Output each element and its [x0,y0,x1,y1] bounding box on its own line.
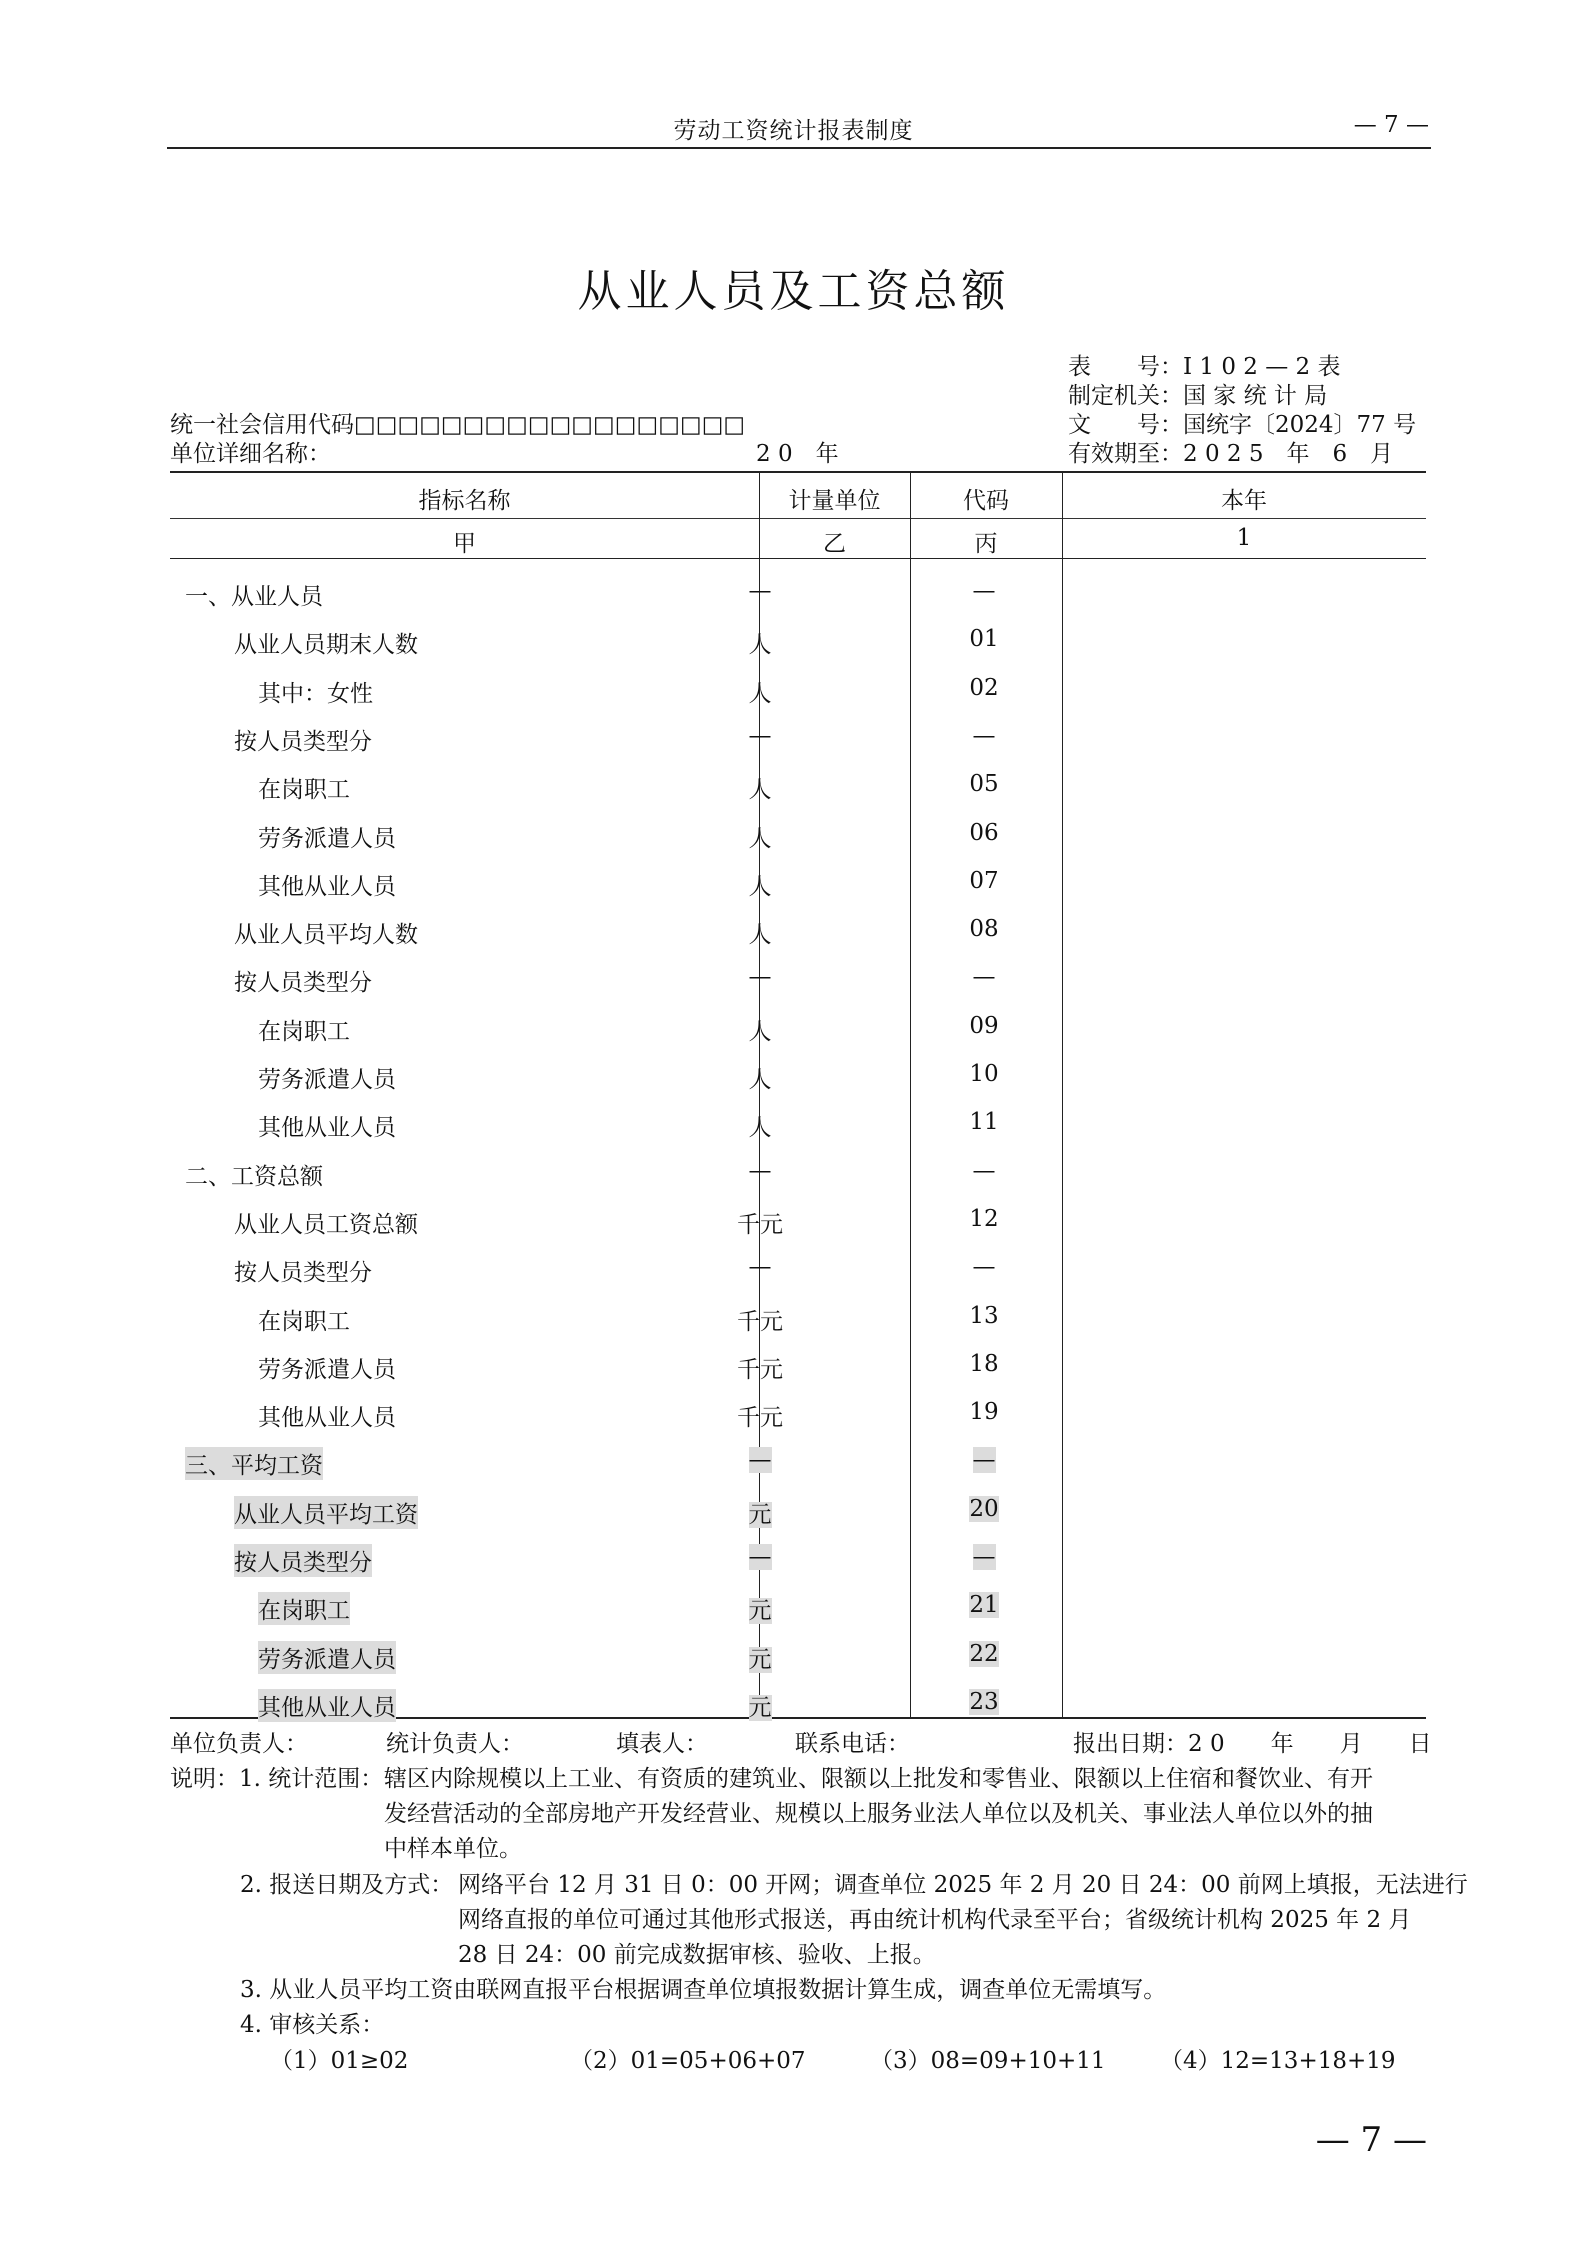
measurement-unit: 千元 [737,1356,783,1383]
indicator-name: 其他从业人员 [258,1405,396,1432]
measurement-unit: — [748,964,772,991]
highlighted-text: 23 [969,1688,999,1715]
credit-code-field: 统一社会信用代码□□□□□□□□□□□□□□□□□□ [170,412,746,438]
measurement-unit [720,1447,800,1473]
indicator-name: 按人员类型分 [234,728,372,755]
note-3: 3. 从业人员平均工资由联网直报平台根据调查单位填报数据计算生成，调查单位无需填写。 [240,1977,1167,2003]
indicator-code: — [972,722,996,749]
meta-valid [1068,435,1426,468]
table-row [170,810,1426,858]
indicator-code [944,1447,1024,1473]
column-header-code: 代码 [963,488,1009,514]
sign-phone: 联系电话： [795,1731,910,1757]
measurement-unit: 千元 [737,1211,783,1238]
indicator-code: 02 [969,674,999,701]
check-relation: （1）01≥02 [270,2048,409,2074]
table-row [170,1196,1426,1244]
meta-doc-no-label: 文 号： [1068,412,1183,438]
table-top-rule [170,471,1426,473]
indicator-name: 一、从业人员 [185,584,323,610]
meta-form-no-label: 表 号： [1068,354,1183,380]
header-page-number: — 7 — [1353,112,1429,138]
note-2-line: 网络平台 12 月 31 日 0：00 开网；调查单位 2025 年 2 月 20 日 24：00 前网上填报，无法进行 [458,1872,1468,1898]
note-2-line: 28 日 24：00 前完成数据审核、验收、上报。 [458,1942,936,1968]
measurement-unit: — [748,722,772,749]
indicator-name: 在岗职工 [258,1308,350,1335]
highlighted-text: 元 [748,1598,772,1625]
table-row [170,1437,1426,1485]
footer-page-number: — 7 — [1315,2120,1427,2160]
indicator-code: 09 [969,1012,999,1039]
measurement-unit: 千元 [737,1405,783,1432]
table-row [170,1486,1426,1534]
measurement-unit: 人 [748,873,772,900]
measurement-unit [720,1544,800,1570]
indicator-code [944,1689,1024,1715]
subheader-unit: 乙 [823,531,846,557]
table-row [170,665,1426,713]
indicator-code: 12 [969,1205,999,1232]
column-header-unit: 计量单位 [788,488,881,514]
measurement-unit: 人 [748,632,772,659]
check-relation: （4）12=13+18+19 [1160,2048,1396,2074]
indicator-code [944,1641,1024,1667]
column-header-name: 指标名称 [418,488,511,514]
indicator-name: 劳务派遣人员 [258,1641,396,1674]
document-title: 从业人员及工资总额 [577,266,1010,317]
table-row [170,858,1426,906]
measurement-unit: — [748,578,772,604]
indicator-code: 10 [969,1061,999,1087]
table-row [170,761,1426,809]
table-row [170,1631,1426,1679]
table-row [170,1389,1426,1437]
indicator-code [944,1496,1024,1522]
check-relation: （2）01=05+06+07 [570,2048,806,2074]
measurement-unit: 人 [748,1018,772,1045]
check-relation: （3）08=09+10+11 [870,2048,1106,2074]
table-row [170,1534,1426,1582]
indicator-code: 08 [969,916,999,943]
subheader-value: 1 [1236,525,1252,551]
indicator-name: 按人员类型分 [234,1544,372,1577]
header-rule [167,147,1431,149]
meta-authority-value: 国 家 统 计 局 [1183,383,1328,409]
indicator-name: 从业人员工资总额 [234,1211,418,1238]
indicator-code: 18 [969,1350,999,1377]
report-year: 2 0 年 [756,441,839,467]
indicator-name: 二、工资总额 [185,1163,323,1190]
indicator-code: 06 [969,819,999,846]
indicator-name: 按人员类型分 [234,1260,372,1287]
indicator-name: 其他从业人员 [258,873,396,900]
table-row [170,1051,1426,1099]
measurement-unit: 人 [748,777,772,804]
note-4: 4. 审核关系： [240,2012,385,2038]
highlighted-text: 20 [969,1495,999,1522]
measurement-unit: — [748,1254,772,1281]
highlighted-text: — [972,1544,996,1570]
indicator-name: 其中：女性 [258,680,373,707]
table-row [170,1244,1426,1292]
column-header-value: 本年 [1221,488,1267,514]
indicator-code: 13 [969,1302,999,1329]
indicator-code: 01 [969,626,999,653]
sign-report-date: 报出日期：2 0 年 月 日 [1073,1731,1432,1757]
indicator-code: — [972,578,996,604]
measurement-unit: 人 [748,680,772,707]
indicator-code: 19 [969,1399,999,1426]
indicator-name: 按人员类型分 [234,970,372,997]
measurement-unit [720,1496,800,1529]
indicator-code: 05 [969,771,999,798]
indicator-name: 劳务派遣人员 [258,825,396,852]
measurement-unit [720,1689,800,1722]
table-row [170,1003,1426,1051]
indicator-name: 劳务派遣人员 [258,1067,396,1093]
table-row [170,1099,1426,1147]
indicator-code [944,1592,1024,1618]
measurement-unit: 人 [748,825,772,852]
note-1-line: 中样本单位。 [384,1836,522,1862]
table-row [170,1582,1426,1630]
header-title: 劳动工资统计报表制度 [673,118,914,144]
highlighted-text: — [972,1447,996,1474]
indicator-name: 在岗职工 [258,1592,350,1625]
indicator-code: — [972,964,996,991]
indicator-name: 三、平均工资 [185,1447,323,1480]
note-1-line: 辖区内除规模以上工业、有资质的建筑业、限额以上批发和零售业、限额以上住宿和餐饮业、有开 [384,1766,1373,1792]
table-row [170,954,1426,1002]
measurement-unit: — [748,1157,772,1184]
indicator-name: 其他从业人员 [258,1689,396,1722]
highlighted-text: 21 [969,1592,999,1619]
table-row [170,1679,1426,1727]
table-row [170,1148,1426,1196]
note-2-prefix: 2. 报送日期及方式： [240,1872,454,1898]
measurement-unit: 人 [748,1067,772,1093]
table-header-rule [170,518,1426,519]
subheader-name: 甲 [453,531,476,557]
table-row [170,616,1426,664]
sign-filler: 填表人： [616,1731,708,1757]
indicator-name: 在岗职工 [258,1018,350,1045]
meta-valid-label: 有效期至： [1068,441,1183,467]
table-row [170,713,1426,761]
indicator-code: 07 [969,867,999,894]
meta-valid-value: 2 0 2 5 年 6 月 [1183,441,1394,467]
subheader-code: 丙 [974,531,998,557]
highlighted-text: 元 [748,1646,772,1673]
table-row [170,1293,1426,1341]
meta-form-no-value: I 1 0 2 — 2 表 [1183,354,1341,380]
table-row [170,1341,1426,1389]
note-2-line: 网络直报的单位可通过其他形式报送，再由统计机构代录至平台；省级统计机构 2025 年 2 月 [458,1907,1412,1933]
measurement-unit: 人 [748,922,772,949]
indicator-code [944,1544,1024,1570]
table-subheader-rule [170,558,1426,559]
highlighted-text: — [748,1447,772,1474]
table-row [170,568,1426,616]
note-1-prefix: 说明：1. 统计范围： [170,1766,384,1792]
meta-authority-label: 制定机关： [1068,383,1183,409]
highlighted-text: 22 [969,1640,999,1667]
sign-stats-head: 统计负责人： [386,1731,524,1757]
unit-name-label: 单位详细名称： [170,441,331,467]
indicator-name: 在岗职工 [258,777,350,804]
measurement-unit [720,1592,800,1625]
measurement-unit [720,1641,800,1674]
indicator-code: — [972,1254,996,1281]
highlighted-text: — [748,1544,772,1570]
indicator-code: 11 [969,1109,999,1136]
measurement-unit: 人 [748,1115,772,1142]
indicator-code: — [972,1157,996,1184]
highlighted-text: 元 [748,1694,772,1721]
indicator-name: 从业人员平均人数 [234,922,418,949]
sign-unit-head: 单位负责人： [170,1731,308,1757]
table-row [170,906,1426,954]
indicator-name: 从业人员期末人数 [234,632,418,659]
indicator-name: 从业人员平均工资 [234,1496,418,1529]
note-1-line: 发经营活动的全部房地产开发经营业、规模以上服务业法人单位以及机关、事业法人单位以外的抽 [384,1801,1373,1827]
measurement-unit: 千元 [737,1308,783,1335]
indicator-name: 其他从业人员 [258,1115,396,1142]
indicator-name: 劳务派遣人员 [258,1356,396,1383]
meta-doc-no-value: 国统字〔2024〕77 号 [1183,412,1417,438]
highlighted-text: 元 [748,1501,772,1528]
